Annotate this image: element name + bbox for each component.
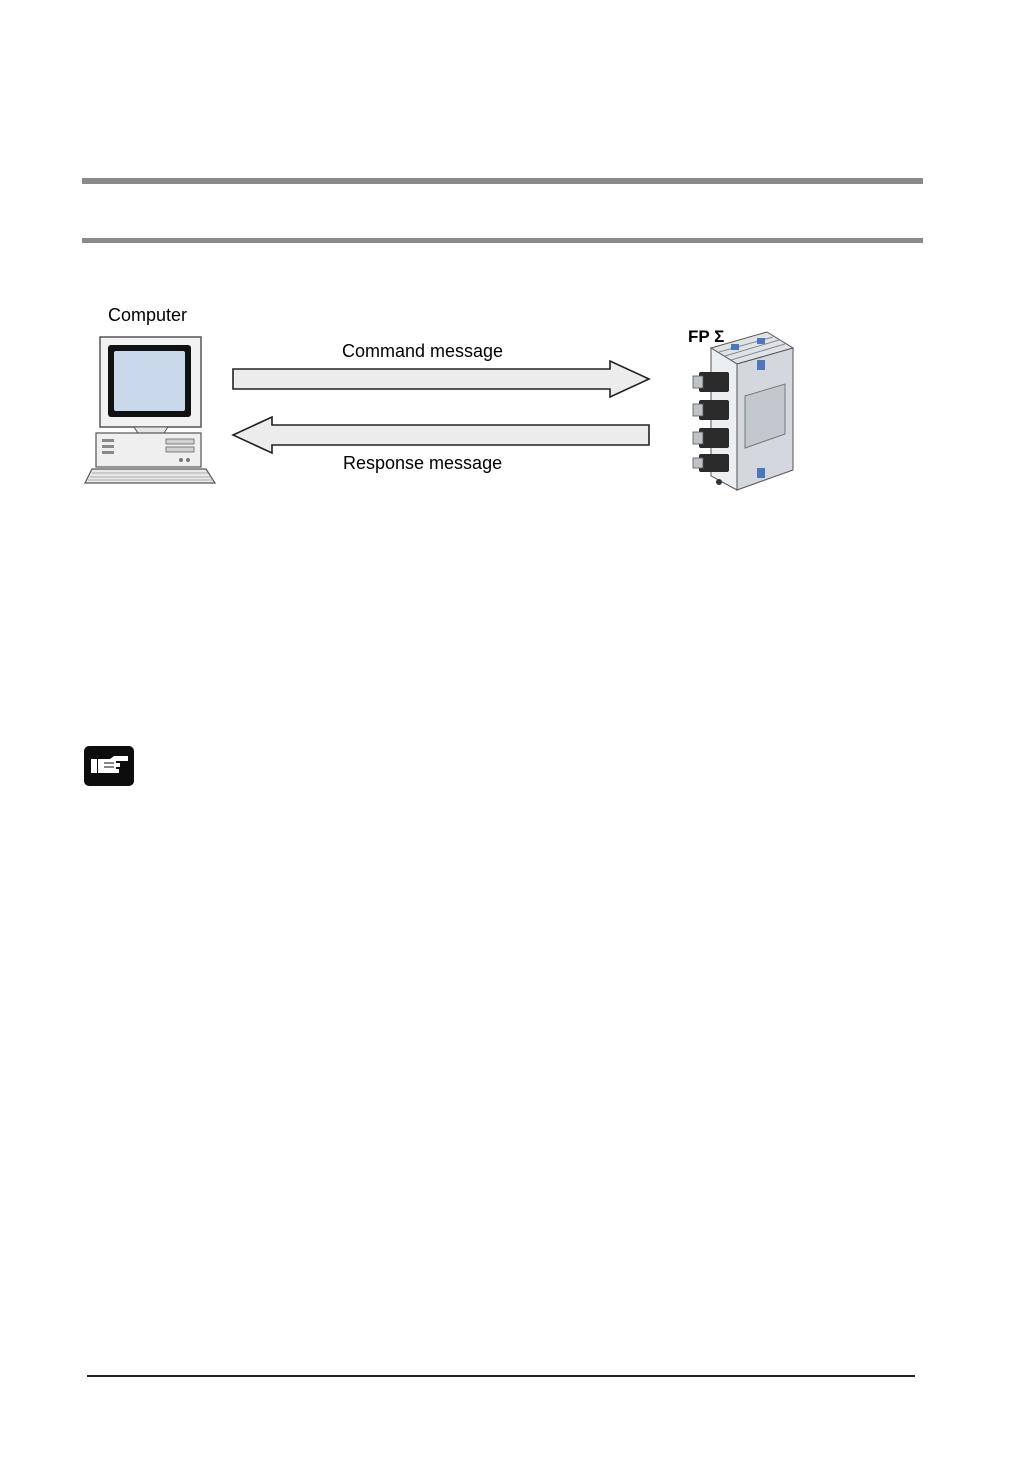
- desktop-computer-icon: [84, 333, 219, 488]
- pointing-hand-note-icon: [84, 746, 134, 786]
- header-rule-top: [82, 178, 923, 184]
- response-message-label: Response message: [343, 453, 503, 473]
- header-rule-bottom: [82, 238, 923, 243]
- command-message-label: Command message: [342, 341, 504, 361]
- footer-rule: [87, 1375, 915, 1377]
- computer-label: Computer: [108, 305, 188, 325]
- plc-unit-icon: [685, 330, 800, 502]
- response-message-arrow: [232, 416, 652, 456]
- device-label: FP Σ: [688, 327, 725, 346]
- command-message-arrow: [232, 360, 652, 400]
